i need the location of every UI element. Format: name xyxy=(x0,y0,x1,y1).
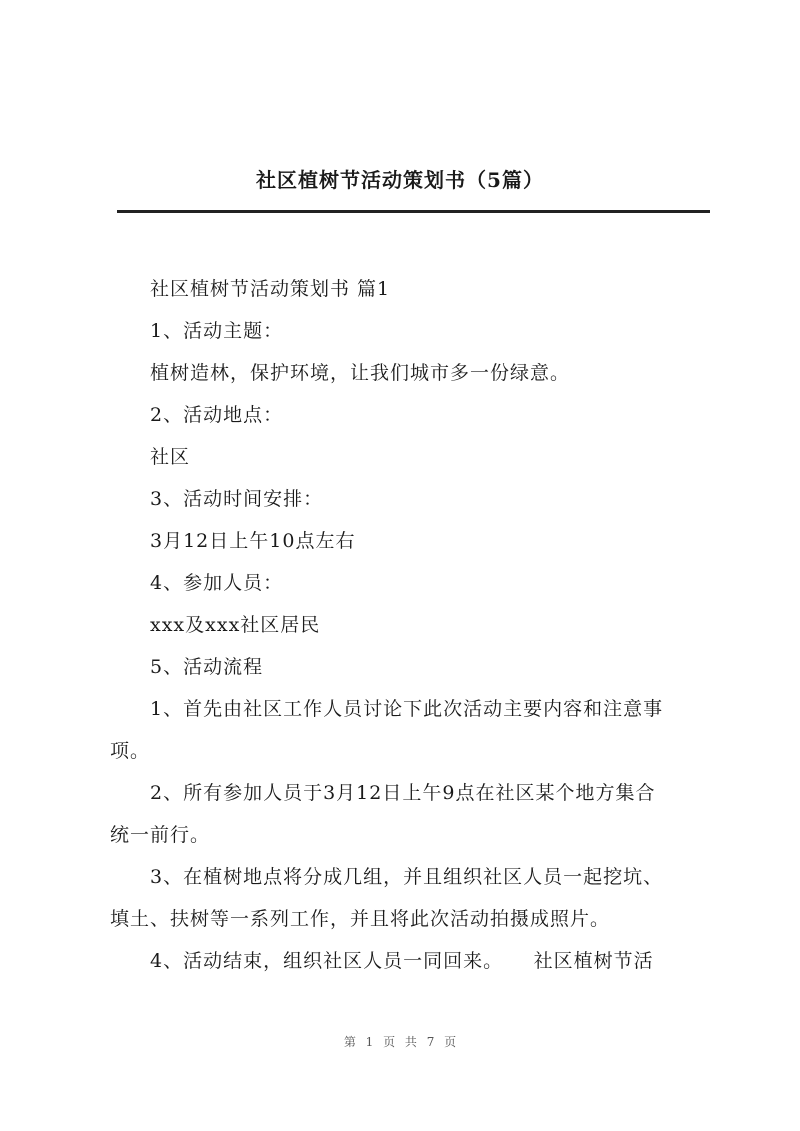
paragraph-line: 项。 xyxy=(110,740,151,762)
document-body xyxy=(110,268,702,982)
paragraph-line: 5、活动流程 xyxy=(150,656,264,678)
document-title: 社区植树节活动策划书（5篇） xyxy=(256,168,544,192)
paragraph-line: 3、在植树地点将分成几组，并且组织社区人员一起挖坑、 xyxy=(150,866,664,888)
paragraph-line: 1、首先由社区工作人员讨论下此次活动主要内容和注意事 xyxy=(150,698,664,720)
paragraph-line: 3月12日上午10点左右 xyxy=(150,530,356,552)
section-heading: 社区植树节活动策划书 篇1 xyxy=(150,278,391,300)
paragraph-line: 2、活动地点： xyxy=(150,404,284,426)
paragraph-line: 2、所有参加人员于3月12日上午9点在社区某个地方集合 xyxy=(150,782,656,804)
paragraph-line: 植树造林，保护环境，让我们城市多一份绿意。 xyxy=(150,362,571,384)
paragraph-line: 3、活动时间安排： xyxy=(150,488,324,510)
paragraph-line: 1、活动主题： xyxy=(150,320,284,342)
paragraph-line: xxx及xxx社区居民 xyxy=(150,614,321,636)
paragraph-line: 统一前行。 xyxy=(110,824,211,846)
paragraph-line: 4、活动结束，组织社区人员一同回来。 社区植树节活 xyxy=(150,950,654,972)
paragraph-line: 填土、扶树等一系列工作，并且将此次活动拍摄成照片。 xyxy=(110,908,611,930)
page-number: 第 1 页 共 7 页 xyxy=(343,1035,457,1049)
paragraph-line: 社区 xyxy=(150,446,191,468)
title-divider xyxy=(117,210,710,213)
paragraph-line: 4、参加人员： xyxy=(150,572,284,594)
